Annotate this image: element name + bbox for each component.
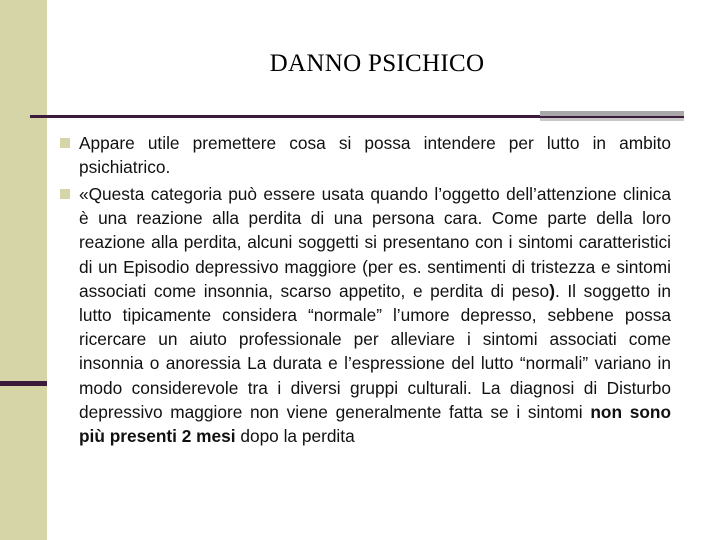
body-paragraph-2 bbox=[79, 182, 671, 448]
bullet-marker bbox=[60, 189, 70, 199]
slide-title: DANNO PSICHICO bbox=[269, 50, 485, 77]
body-paragraph-1: Appare utile premettere cosa si possa intendere per lutto in ambito psichiatrico. bbox=[79, 133, 671, 178]
side-decor-band bbox=[0, 0, 47, 540]
paragraph-2-paren: ) bbox=[549, 280, 555, 301]
paragraph-2-emphasis: non sono più presenti 2 mesi bbox=[79, 401, 672, 447]
title-rule bbox=[30, 115, 540, 118]
side-decor-line bbox=[0, 381, 47, 386]
bullet-marker bbox=[60, 138, 70, 148]
paragraph-2-text-cont: . Il soggetto in lutto tipicamente considera “normale” l’umore depresso, sebbene possa ricercare un aiuto professionale per alleviare i sintomi associati come insonnia o anoressia La durata e l’espressione del lutto “normali” variano in modo considerevole tra i diversi gruppi culturali. La diagnosi di Disturbo depressivo maggiore non viene generalmente fatta se i sintomi bbox=[79, 280, 671, 422]
paragraph-2-text-end: dopo la perdita bbox=[235, 426, 355, 447]
title-rule-accent-shadow bbox=[540, 118, 684, 121]
paragraph-2-text: «Questa categoria può essere usata quando l’oggetto dell’attenzione clinica è una reazione alla perdita di una persona cara. Come parte della loro reazione alla perdita, alcuni soggetti si presentano con i sintomi caratteristici di un Episodio depressivo maggiore (per es. sentimenti di tristezza e sintomi associati come insonnia, scarso appetito, e perdita di peso bbox=[79, 184, 671, 301]
